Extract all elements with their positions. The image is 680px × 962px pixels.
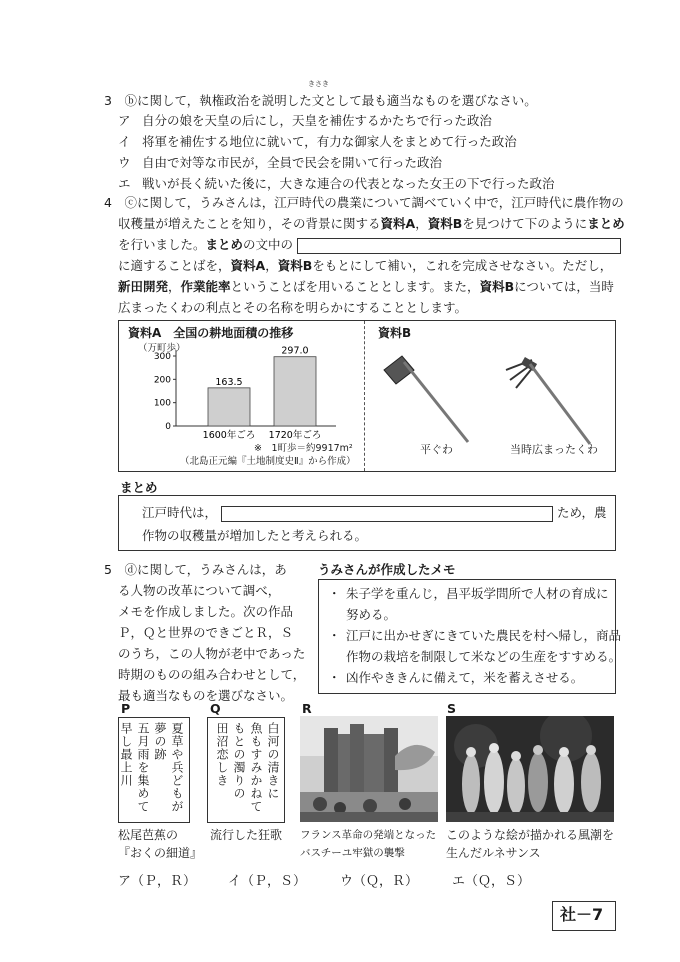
chart-y-tick-label: 100 [153, 398, 171, 409]
q3-stem: 3 ⓑに関して，執権政治を説明した文として最も適当なものを選びなさい。 [104, 93, 537, 108]
q5-stem-line: 最も適当なものを選びなさい。 [118, 688, 294, 703]
label-q: Q [210, 701, 221, 716]
material-b-title: 資料B [378, 326, 412, 340]
q5-stem-line: 5 ⓓに関して，うみさんは，あ [104, 562, 287, 577]
q4-line2: 収穫量が増えたことを知り，その背景に関する資料A，資料Bを見つけて下のようにまとめ [118, 216, 625, 231]
material-a-source: （北島正元編『土地制度史Ⅱ』から作成） [180, 456, 356, 467]
renaissance-painting-image [446, 716, 614, 822]
q-kyoka-line: 田沼恋しき [215, 722, 229, 787]
chart-category-label: 1720年ごろ [268, 430, 322, 440]
q5-stem-line: る人物の改革について調べ， [118, 583, 281, 598]
chart-y-tick-label: 200 [153, 375, 171, 386]
matome-line2: 作物の収穫量が増加したと考えられる。 [142, 528, 368, 543]
memo-title: うみさんが作成したメモ [318, 562, 456, 577]
hoe-illustrations [372, 340, 612, 448]
q-kyoka-line: もとの濁りの [232, 722, 246, 800]
memo-bullet: ・ [328, 628, 341, 643]
memo-bullet: ・ [328, 586, 341, 601]
caption-p-1: 松尾芭蕉の [118, 828, 179, 842]
page-number: 社－7 [560, 905, 604, 924]
label-p: P [121, 701, 131, 716]
q3-ruby: きさき [308, 80, 329, 88]
tool-flat-hoe-label: 平ぐわ [420, 443, 453, 456]
memo-text: 江戸に出かせぎにきていた農民を村へ帰し，商品 [346, 628, 622, 643]
q5-stem-line: 時期のものの組み合わせとして， [118, 667, 306, 682]
memo-text: 朱子学を重んじ，昌平坂学問所で人材の育成に [346, 586, 609, 601]
q5-stem-line: Ｐ，Ｑと世界のできごとＲ，Ｓ [118, 625, 294, 640]
blank-box [297, 238, 621, 254]
q5-stem-line: のうち，この人物が老中であった [118, 646, 306, 661]
p-haiku-line: 五月雨を集めて [136, 722, 150, 813]
answer-i[interactable]: イ（Ｐ，Ｓ） [228, 874, 307, 889]
caption-p-2: 『おくの細道』 [118, 846, 203, 860]
q3-option-mark[interactable]: イ [118, 134, 131, 149]
materials-divider [364, 321, 366, 471]
chart-bar [274, 357, 316, 426]
label-r: R [302, 701, 312, 716]
memo-text: 努める。 [346, 607, 397, 622]
material-a-unit: （万町歩） [138, 343, 186, 354]
q3-option-mark[interactable]: ア [118, 113, 131, 128]
memo-bullet: ・ [328, 670, 341, 685]
q3-option-text: 将軍を補佐する地位に就いて，有力な御家人をまとめて行った政治 [142, 134, 517, 149]
caption-r-2: バスチーユ牢獄の襲撃 [300, 847, 405, 859]
answer-a[interactable]: ア（Ｐ，Ｒ） [118, 874, 197, 889]
bastille-storming-image [300, 716, 438, 822]
memo-text: 凶作やききんに備えて，米を蓄えさせる。 [346, 670, 584, 685]
material-a-note1: ※ 1町歩＝約9917m² [254, 443, 353, 454]
memo-text: 作物の栽培を制限して米などの生産をすすめる。 [346, 649, 622, 664]
flat-hoe-icon [384, 356, 468, 442]
bitchu-hoe-icon [506, 357, 590, 444]
caption-r-1: フランス革命の発端となった [300, 829, 437, 841]
q3-option-text: 戦いが長く続いた後に，大きな連合の代表となった女王の下で行った政治 [142, 176, 555, 191]
chart-data-label: 297.0 [281, 345, 309, 357]
matome-line1: 江戸時代は， ため，農 [142, 505, 607, 520]
q-kyoka-line: 白河の清きに [266, 722, 280, 800]
q3-option-text: 自分の娘を天皇の后にし，天皇を補佐するかたちで行った政治 [142, 113, 492, 128]
label-s: S [447, 701, 457, 716]
matome-title: まとめ [120, 480, 158, 495]
q3-option-text: 自由で対等な市民が，全員で民会を開いて行った政治 [142, 155, 443, 170]
q4-line5: 新田開発，作業能率ということばを用いることとします。また，資料Bについては，当時 [118, 279, 614, 294]
chart-y-tick-label: 0 [165, 422, 171, 432]
p-haiku-line: 早し最上川 [119, 722, 133, 787]
caption-s-2: 生んだルネサンス [446, 846, 541, 860]
chart-category-label: 1600年ごろ [202, 430, 256, 440]
chart-y-tick-label: 300 [153, 352, 171, 362]
q4-line6: 広まったくわの利点とその名称を明らかにすることとします。 [118, 300, 468, 315]
p-haiku-line: 夏草や兵どもが [170, 722, 184, 813]
chart-bar [208, 388, 250, 426]
q5-stem-line: メモを作成しました。次の作品 [118, 604, 294, 619]
q3-option-mark[interactable]: ウ [118, 155, 131, 170]
answer-u[interactable]: ウ（Ｑ，Ｒ） [340, 874, 419, 889]
matome-blank-box [221, 506, 553, 522]
caption-s-1: このような絵が描かれる風潮を [446, 828, 615, 842]
answer-e[interactable]: エ（Ｑ，Ｓ） [452, 874, 531, 889]
tool-new-hoe-label: 当時広まったくわ [510, 443, 598, 456]
q-kyoka-line: 魚もすみかねて [249, 722, 263, 813]
farmland-bar-chart [118, 340, 363, 440]
q4-line1: 4 ⓒに関して，うみさんは，江戸時代の農業について調べていく中で，江戸時代に農作物の [104, 195, 624, 210]
q4-line4: に適することばを，資料A，資料Bをもとにして補い，これを完成させなさい。ただし， [118, 258, 613, 273]
caption-q-1: 流行した狂歌 [210, 828, 283, 842]
q3-option-mark[interactable]: エ [118, 176, 131, 191]
q4-line3: を行いました。まとめの文中の [118, 236, 621, 254]
p-haiku-line: 夢の跡 [153, 722, 167, 761]
material-a-title: 資料A 全国の耕地面積の推移 [128, 326, 294, 340]
chart-data-label: 163.5 [215, 376, 243, 388]
